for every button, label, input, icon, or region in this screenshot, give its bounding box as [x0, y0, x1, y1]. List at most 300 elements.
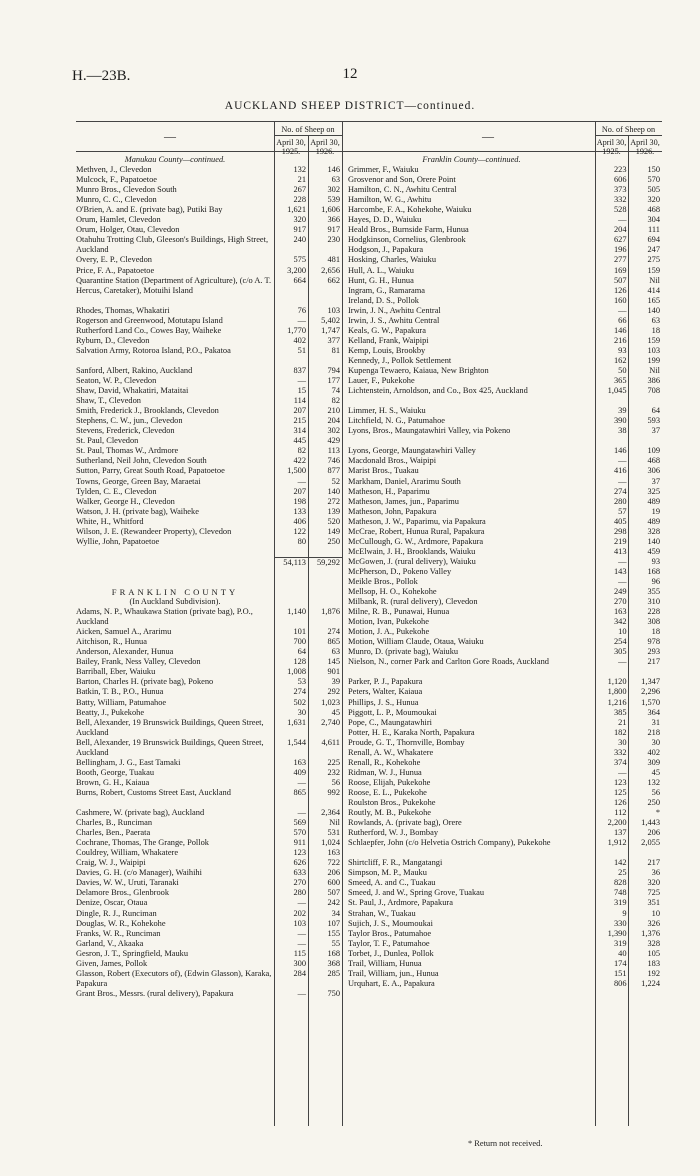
sheep-1926: 351	[647, 898, 660, 908]
sheep-1926: 63	[331, 647, 340, 657]
sheep-1925: 416	[613, 466, 627, 476]
sheep-1925: 101	[293, 627, 306, 637]
sheep-1926: 539	[327, 195, 340, 205]
header-bottom-rule	[76, 151, 662, 152]
owner-name: Matheson, J. W., Paparimu, via Papakura	[348, 516, 486, 526]
sheep-1926: 10	[651, 908, 660, 918]
sheep-1925: 50	[618, 365, 627, 375]
sheep-1926: 37	[651, 476, 660, 486]
sheep-1926: 1,224	[641, 978, 660, 988]
table-row	[348, 416, 662, 426]
sheep-1926: 145	[327, 657, 340, 667]
sheep-1925: 700	[293, 637, 306, 647]
sheep-1926: 293	[647, 647, 660, 657]
sheep-1925: 1,631	[287, 717, 306, 727]
table-row	[348, 828, 662, 838]
table-row	[348, 597, 662, 607]
table-row	[76, 959, 342, 969]
owner-name: Grimmer, F., Waiuku	[348, 165, 419, 175]
table-row	[76, 436, 342, 446]
table-row	[348, 617, 662, 627]
owner-name: Given, James, Pollok	[76, 958, 148, 968]
owner-name: Matheson, H., Paparimu	[348, 486, 430, 496]
table-row	[348, 687, 662, 697]
page-ref: H.—23B.	[72, 68, 131, 84]
table-row	[348, 286, 662, 296]
owner-name: Roose, E. L., Pukekohe	[348, 787, 427, 797]
table-row	[348, 235, 662, 245]
sheep-1926: 386	[647, 376, 660, 386]
table-row	[76, 909, 342, 919]
sheep-1926: 326	[647, 918, 660, 928]
table-row	[348, 255, 662, 265]
owner-name: Matheson, James, jun., Paparimu	[348, 496, 459, 506]
table-row	[348, 758, 662, 768]
table-row	[348, 376, 662, 386]
table-row	[76, 326, 342, 336]
table-row	[348, 778, 662, 788]
owner-name: Rogerson and Greenwood, Motutapu Island	[76, 315, 223, 325]
table-row	[76, 426, 342, 436]
sheep-1926: 310	[647, 597, 660, 607]
owner-name: Ryburn, D., Clevedon	[76, 335, 150, 345]
sheep-1926: 217	[647, 657, 660, 667]
sheep-1925: 570	[293, 828, 306, 838]
table-row	[76, 818, 342, 828]
owner-name: Adams, N. P., Whaukawa Station (private bag), P.O., Auckland	[76, 607, 253, 627]
group-header-left: No. of Sheep on	[281, 125, 335, 134]
table-row	[348, 768, 662, 778]
table-row	[348, 657, 662, 677]
table-row	[348, 909, 662, 919]
sheep-1926: 230	[327, 235, 340, 245]
owner-name: Motion, J. A., Pukekohe	[348, 627, 430, 637]
sheep-1925: 1,045	[607, 386, 627, 396]
table-row	[76, 808, 342, 818]
sheep-1925: 917	[293, 225, 306, 235]
sheep-1926: 1,570	[641, 697, 660, 707]
table-row	[348, 205, 662, 215]
sheep-1925: 374	[613, 757, 627, 767]
table-row	[348, 677, 662, 687]
owner-name: Parker, P. J., Papakura	[348, 677, 423, 687]
table-row	[76, 205, 342, 215]
owner-name: Lauer, F., Pukekohe	[348, 376, 415, 386]
sheep-1925: —	[297, 898, 306, 908]
owner-name: Simpson, M. P., Mauku	[348, 868, 427, 878]
sheep-1926: 489	[647, 516, 660, 526]
table-row	[348, 858, 662, 868]
sheep-1925: 280	[293, 888, 306, 898]
table-row	[76, 708, 342, 718]
table-row	[348, 919, 662, 929]
owner-name: Heald Bros., Burnside Farm, Hunua	[348, 225, 469, 235]
sheep-1925: 3,200	[287, 265, 306, 275]
sheep-1925: 249	[613, 587, 627, 597]
spacer-row	[76, 547, 342, 557]
table-row	[76, 788, 342, 808]
sheep-1925: 240	[293, 235, 306, 245]
owner-name: Trail, William, Hunua	[348, 958, 422, 968]
table-row	[348, 748, 662, 758]
table-row	[348, 607, 662, 617]
table-row	[76, 416, 342, 426]
section-heading	[76, 587, 274, 597]
owner-name: Hodgson, J., Papakura	[348, 245, 424, 255]
owner-name: Hamilton, W. G., Awhitu	[348, 195, 432, 205]
owner-name: Shaw, David, Whakatiri, Mataitai	[76, 386, 189, 396]
sheep-1925: 198	[293, 496, 306, 506]
sheep-1926: 429	[327, 436, 340, 446]
owner-name: Milne, R. B., Punawai, Hunua	[348, 607, 450, 617]
sheep-1925: 1,120	[607, 677, 627, 687]
sheep-1925: 507	[613, 275, 627, 285]
owner-name: Hodgkinson, Cornelius, Glenbrook	[348, 235, 466, 245]
table-row	[348, 165, 662, 175]
sheep-1925: 64	[297, 647, 306, 657]
owner-name: Motion, William Claude, Otaua, Waiuku	[348, 637, 484, 647]
owner-name: Grosvenor and Son, Orere Point	[348, 175, 456, 185]
owner-name: Barton, Charles H. (private bag), Pokeno	[76, 677, 214, 687]
sheep-1926: 177	[327, 376, 340, 386]
sheep-1925: 54,113	[274, 557, 308, 568]
table-row	[76, 939, 342, 949]
sheep-1926: 364	[647, 707, 660, 717]
table-row	[76, 607, 342, 627]
sheep-1925: 163	[293, 757, 306, 767]
sheep-1926: 694	[647, 235, 660, 245]
owner-name: Renall, R., Kohekohe	[348, 757, 421, 767]
table-row	[348, 326, 662, 336]
owner-name: Litchfield, N. G., Patumahoe	[348, 416, 445, 426]
sheep-1926: 146	[327, 165, 340, 175]
name-column-dash-left: —	[164, 129, 176, 143]
owner-name: Booth, George, Tuakau	[76, 767, 155, 777]
table-row	[348, 527, 662, 537]
section-subheading	[348, 155, 595, 165]
sheep-1925: 39	[618, 406, 627, 416]
page-title: AUCKLAND SHEEP DISTRICT—continued.	[224, 100, 476, 112]
sheep-1925: 270	[613, 597, 627, 607]
sheep-1926: 402	[647, 747, 660, 757]
owner-name: Wilson, J. E. (Rewandeer Property), Clevedon	[76, 526, 232, 536]
table-row	[348, 929, 662, 939]
sheep-1926: 206	[327, 868, 340, 878]
section-subheading	[76, 155, 274, 165]
table-row	[76, 647, 342, 657]
table-row	[348, 838, 662, 858]
owner-name: Couldrey, William, Whakatere	[76, 848, 179, 858]
table-row	[348, 406, 662, 416]
sheep-1926: 794	[327, 365, 340, 375]
sheep-1926: 1,024	[321, 838, 340, 848]
owner-name: Kennedy, J., Pollok Settlement	[348, 355, 452, 365]
sheep-1926: 204	[327, 416, 340, 426]
sheep-1926: 750	[327, 988, 340, 998]
table-row	[76, 165, 342, 175]
owner-name: Seaton, W. P., Clevedon	[76, 376, 157, 386]
sheep-1926: 274	[327, 627, 340, 637]
table-row	[76, 215, 342, 225]
sheep-1926: 877	[327, 466, 340, 476]
sheep-1925: 53	[297, 677, 306, 687]
sheep-1926: 489	[647, 496, 660, 506]
table-row	[348, 276, 662, 286]
sheep-1925: 1,216	[607, 697, 627, 707]
sheep-1925: 911	[293, 838, 306, 848]
owner-name: Tylden, C. E., Clevedon	[76, 486, 157, 496]
owner-name: Dingle, R. J., Runciman	[76, 908, 157, 918]
table-row	[348, 898, 662, 908]
sheep-1925: 1,621	[287, 205, 306, 215]
table-row	[76, 306, 342, 316]
sheep-1925: 254	[613, 637, 627, 647]
sheep-1926: 992	[327, 787, 340, 797]
sheep-1925: 21	[618, 717, 627, 727]
sheep-1925: 25	[618, 868, 627, 878]
sheep-1926: 149	[327, 526, 340, 536]
sheep-1926: 901	[327, 667, 340, 677]
sheep-1925: 528	[613, 205, 627, 215]
sheep-1926: 1,747	[321, 325, 340, 335]
owner-name: Ridman, W. J., Hunua	[348, 767, 422, 777]
sheep-1926: 722	[327, 858, 340, 868]
table-row	[76, 336, 342, 346]
owner-name: Batkin, T. B., P.O., Hunua	[76, 687, 164, 697]
sheep-1925: 126	[613, 798, 627, 807]
sheep-1926: 225	[327, 757, 340, 767]
table-row	[348, 517, 662, 527]
owner-name: Rutherford, W. J., Bombay	[348, 828, 439, 838]
sheep-1925: 405	[613, 516, 627, 526]
sheep-1926: 217	[647, 858, 660, 868]
sheep-1925: 137	[613, 828, 627, 838]
sheep-1925: 365	[613, 376, 627, 386]
owner-name: Marist Bros., Tuakau	[348, 466, 419, 476]
owner-name: Urquhart, E. A., Papakura	[348, 978, 435, 988]
table-row	[348, 728, 662, 738]
sheep-1925: 228	[293, 195, 306, 205]
sheep-1926: Nil	[649, 275, 660, 285]
sheep-1925: 300	[293, 958, 306, 968]
owner-name: Nielson, N., corner Park and Carlton Gore Roads, Auckland	[348, 657, 549, 667]
sheep-1925: 502	[293, 697, 306, 707]
sheep-1926: 159	[647, 265, 660, 275]
table-row	[76, 406, 342, 416]
sheep-1926: 52	[331, 476, 340, 486]
sheep-1926: 82	[331, 396, 340, 406]
owner-name: Meikle Bros., Pollok	[348, 576, 418, 586]
table-row	[348, 698, 662, 708]
sheep-1926: 103	[647, 345, 660, 355]
section-heading-text: Franklin County—continued.	[422, 155, 521, 164]
table-row	[76, 446, 342, 456]
sheep-1926: 55	[331, 938, 340, 948]
sheep-1925: 146	[613, 325, 627, 335]
owner-name: Milbank, R. (rural delivery), Clevedon	[348, 597, 478, 607]
sheep-1926: 662	[327, 275, 340, 285]
sheep-1926: 107	[327, 918, 340, 928]
sheep-1926: 459	[647, 546, 660, 556]
sheep-1926: 414	[647, 285, 660, 295]
table-row	[348, 466, 662, 476]
table-row	[348, 477, 662, 487]
sheep-1925: —	[297, 376, 306, 386]
sheep-1926: 377	[327, 335, 340, 345]
sheep-1926: 228	[647, 607, 660, 617]
owner-name: Peters, Walter, Kaiaua	[348, 687, 423, 697]
sheep-1926: 36	[651, 868, 660, 878]
table-row	[348, 185, 662, 195]
sheep-1925: —	[297, 476, 306, 486]
owner-name: Grant Bros., Messrs. (rural delivery), Papakura	[76, 988, 234, 998]
sheep-1925: 633	[293, 868, 306, 878]
table-row	[348, 346, 662, 356]
sheep-1926: 531	[327, 828, 340, 838]
sheep-1926: 105	[647, 948, 660, 958]
owner-name: Renall, A. W., Whakatere	[348, 747, 434, 757]
table-row	[76, 898, 342, 908]
footnote: * Return not received.	[468, 1139, 543, 1148]
sheep-1925: 15	[297, 386, 306, 396]
owner-name: Roulston Bros., Pukekohe	[348, 798, 436, 807]
table-row	[76, 537, 342, 547]
sheep-1926: 93	[651, 556, 660, 566]
owner-name: White, H., Whitford	[76, 516, 144, 526]
table-row	[76, 778, 342, 788]
sheep-1926: 45	[331, 707, 340, 717]
sheep-1925: 319	[613, 898, 627, 908]
owner-name: Franks, W. R., Runciman	[76, 928, 161, 938]
sheep-1926: 355	[647, 587, 660, 597]
owner-name: McPherson, D., Pokeno Valley	[348, 566, 452, 576]
owner-name: Gesron, J. T., Springfield, Mauku	[76, 948, 189, 958]
owner-name: McCullough, G. W., Ardmore, Papakura	[348, 536, 484, 546]
right-column	[348, 155, 662, 989]
owner-name: Davies, G. H. (c/o Manager), Waihihi	[76, 868, 202, 878]
sheep-1926: 64	[651, 406, 660, 416]
sheep-1925: 274	[613, 486, 627, 496]
owner-name: Irwin, J. S., Awhitu Central	[348, 315, 440, 325]
sheep-1926: 140	[327, 486, 340, 496]
sheep-1925: —	[297, 808, 306, 818]
owner-name: Lichtenstein, Arnoldson, and Co., Box 425, Auckland	[348, 386, 528, 396]
sheep-1926: 113	[327, 446, 340, 456]
owner-name: Hamilton, C. N., Awhitu Central	[348, 185, 457, 195]
owner-name: St. Paul, J., Ardmore, Papakura	[348, 898, 453, 908]
spacer-row	[76, 577, 342, 587]
sheep-1926: 168	[647, 566, 660, 576]
owner-name: McElwain, J. H., Brooklands, Waiuku	[348, 546, 476, 556]
owner-name: Douglas, W. R., Kohekohe	[76, 918, 166, 928]
owner-name: Kemp, Louis, Brookby	[348, 345, 426, 355]
sheep-1925: —	[618, 476, 627, 486]
sheep-1926: 139	[327, 506, 340, 516]
owner-name: Shaw, T., Clevedon	[76, 396, 141, 406]
sheep-1925: 142	[613, 858, 627, 868]
sheep-1925: 207	[293, 406, 306, 416]
table-row	[348, 818, 662, 828]
sheep-1926: 218	[647, 727, 660, 737]
sheep-1925: 126	[613, 285, 627, 295]
owner-name: Batty, William, Patumahoe	[76, 697, 167, 707]
owner-name: Lyons, George, Maungatawhiri Valley	[348, 446, 476, 456]
owner-name: Bailey, Frank, Ness Valley, Clevedon	[76, 657, 201, 667]
sheep-1926: 292	[327, 687, 340, 697]
sheep-1925: 1,544	[287, 737, 306, 747]
owner-name: Barriball, Eber, Waiuku	[76, 667, 156, 677]
col-1925-header-right: April 30, 1925.	[596, 138, 627, 156]
group-header-right: No. of Sheep on	[601, 125, 656, 134]
sheep-1925: 76	[297, 305, 306, 315]
sheep-1926: 140	[647, 536, 660, 546]
sheep-1926: Nil	[329, 818, 340, 828]
owner-name: Bell, Alexander, 19 Brunswick Buildings, Queen Street, Auckland	[76, 737, 264, 757]
table-row	[76, 949, 342, 959]
owner-name: Taylor Bros., Patumahoe	[348, 928, 432, 938]
sheep-1925: 575	[293, 255, 306, 265]
sheep-1925: 314	[293, 426, 306, 436]
owner-name: Towns, George, Green Bay, Maraetai	[76, 476, 201, 486]
owner-name: Ingram, G., Ramarama	[348, 285, 425, 295]
sheep-1926: 18	[651, 325, 660, 335]
table-row	[348, 587, 662, 597]
table-row	[76, 667, 342, 677]
owner-name: Delamore Bros., Glenbrook	[76, 888, 170, 898]
sheep-1925: 219	[613, 536, 627, 546]
sheep-1926: 34	[331, 908, 340, 918]
sheep-1925: 151	[613, 968, 627, 978]
sheep-1925: 837	[293, 365, 306, 375]
sheep-1926: 2,364	[321, 808, 340, 818]
sheep-1926: 2,296	[641, 687, 660, 697]
table-top-rule	[76, 121, 662, 122]
sheep-1925: 569	[293, 818, 306, 828]
owner-name: Stevens, Frederick, Clevedon	[76, 426, 175, 436]
sheep-1925: 627	[613, 235, 627, 245]
sheep-1926: 150	[647, 165, 660, 175]
owner-name: Roose, Elijah, Pukekohe	[348, 777, 431, 787]
table-row	[76, 868, 342, 878]
sheep-1926: 306	[647, 466, 660, 476]
sheep-1925: 163	[613, 607, 627, 617]
sheep-1926: 155	[327, 928, 340, 938]
sheep-1926: 168	[327, 948, 340, 958]
owner-name: Smeed, A. and C., Tuakau	[348, 878, 436, 888]
sheep-1925: 143	[613, 566, 627, 576]
table-row	[348, 647, 662, 657]
table-row	[76, 195, 342, 205]
table-row	[348, 979, 662, 989]
table-row	[76, 366, 342, 376]
owner-name: Torbet, J., Dunlea, Pollok	[348, 948, 434, 958]
sheep-1925: 128	[293, 657, 306, 667]
sheep-1925: 413	[613, 546, 627, 556]
sheep-1926: 111	[648, 225, 660, 235]
table-row	[348, 718, 662, 728]
owner-name: Markham, Daniel, Ararimu South	[348, 476, 461, 486]
section-heading-text: (In Auckland Subdivision).	[129, 597, 221, 607]
owner-name: Bellingham, J. G., East Tamaki	[76, 757, 181, 767]
table-row	[348, 456, 662, 466]
sheep-1926: 96	[651, 576, 660, 586]
owner-name: Sujich, J. S., Moumoukai	[348, 918, 433, 928]
owner-name: Hayes, D. D., Waiuku	[348, 215, 422, 225]
sheep-1925: 114	[293, 396, 306, 406]
table-row	[348, 577, 662, 587]
table-row	[76, 517, 342, 527]
owner-name: Sutherland, Neil John, Clevedon South	[76, 456, 207, 466]
